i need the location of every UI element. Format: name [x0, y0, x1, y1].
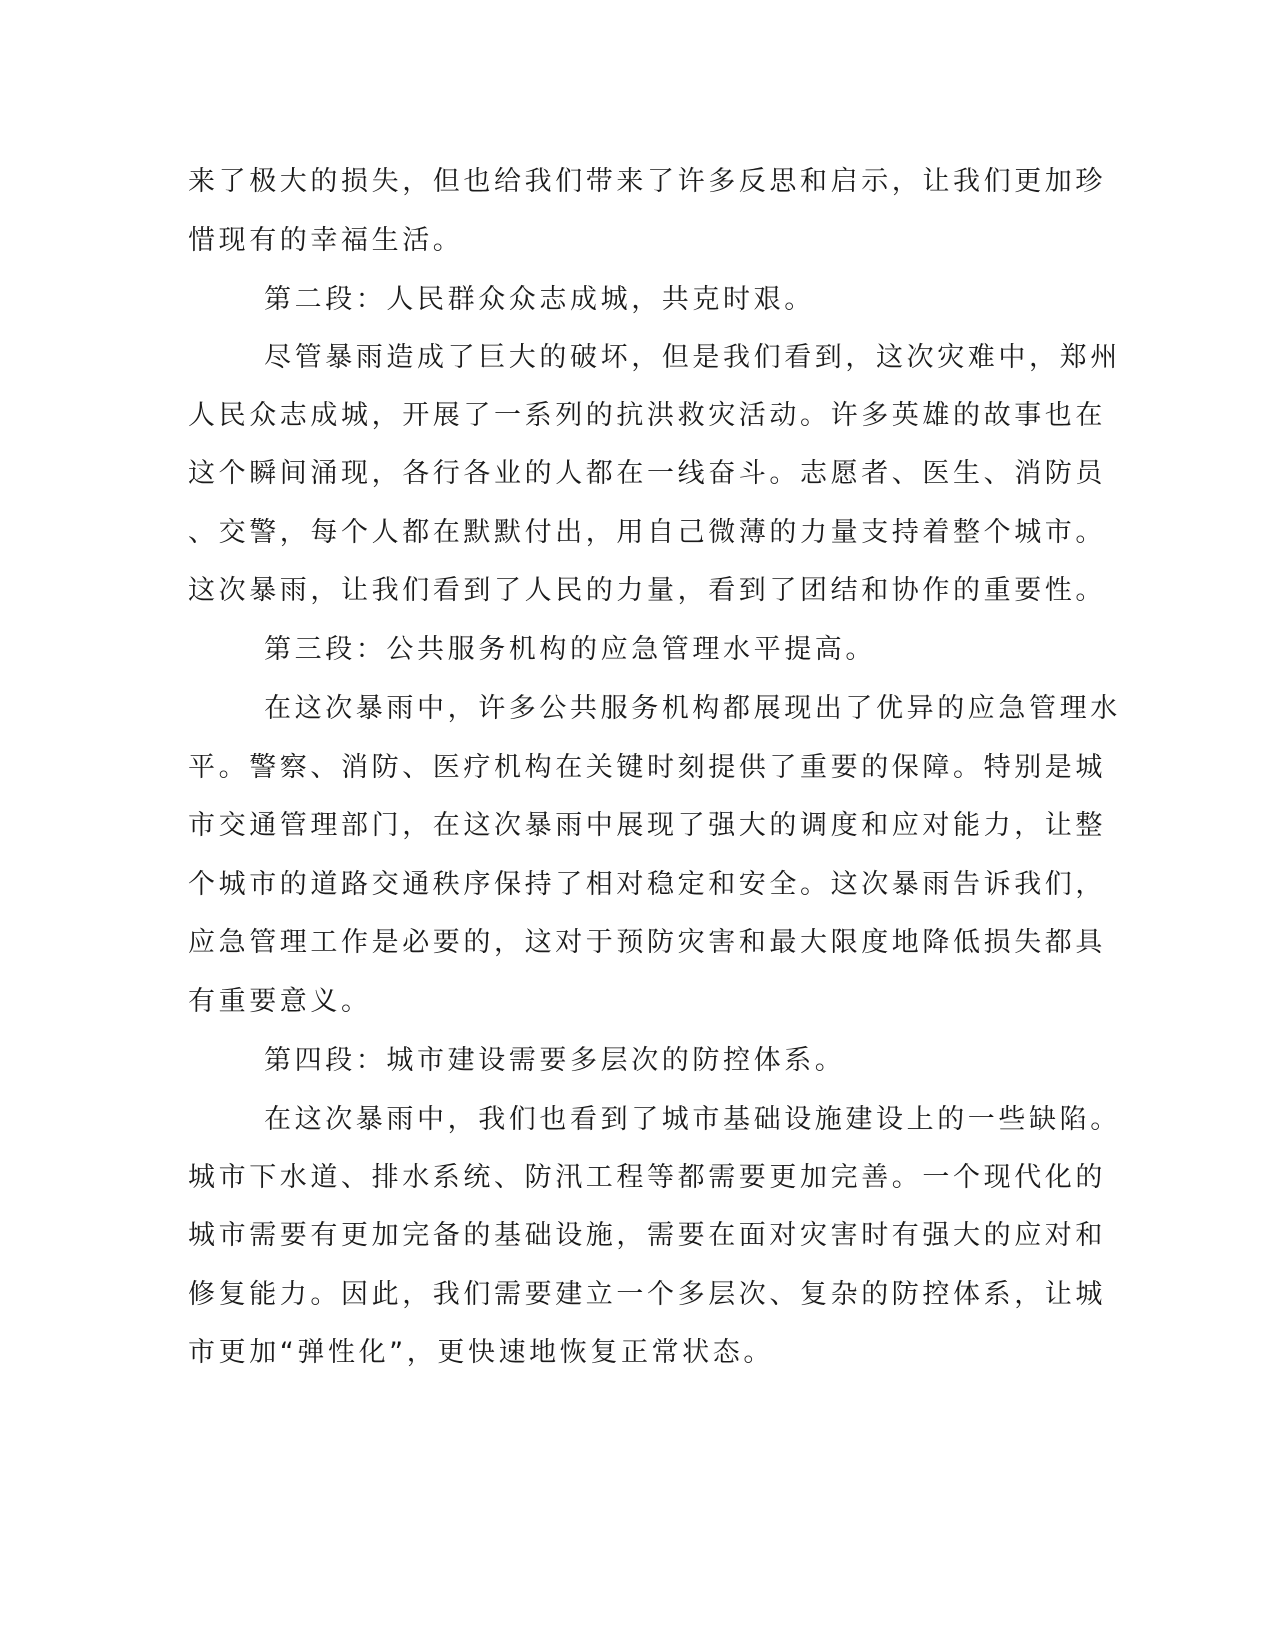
text-line: 惜现有的幸福生活。: [188, 225, 464, 256]
text-line: 市交通管理部门，在这次暴雨中展现了强大的调度和应对能力，让整: [188, 810, 1106, 841]
text-line: 来了极大的损失，但也给我们带来了许多反思和启示，让我们更加珍: [188, 166, 1106, 197]
paragraph-first-line: 在这次暴雨中，许多公共服务机构都展现出了优异的应急管理水: [264, 693, 1121, 724]
text-line: 市更加“弹性化”，更快速地恢复正常状态。: [188, 1337, 774, 1368]
section-heading: 第三段：公共服务机构的应急管理水平提高。: [264, 634, 876, 665]
section-heading: 第四段：城市建设需要多层次的防控体系。: [264, 1045, 846, 1076]
text-line: 应急管理工作是必要的，这对于预防灾害和最大限度地降低损失都具: [188, 927, 1106, 958]
section-heading: 第二段：人民群众众志成城，共克时艰。: [264, 284, 815, 315]
text-line: 、交警，每个人都在默默付出，用自己微薄的力量支持着整个城市。: [188, 517, 1106, 548]
paragraph-first-line: 在这次暴雨中，我们也看到了城市基础设施建设上的一些缺陷。: [264, 1104, 1121, 1135]
text-line: 这次暴雨，让我们看到了人民的力量，看到了团结和协作的重要性。: [188, 575, 1106, 606]
text-line: 个城市的道路交通秩序保持了相对稳定和安全。这次暴雨告诉我们，: [188, 869, 1106, 900]
text-line: 修复能力。因此，我们需要建立一个多层次、复杂的防控体系，让城: [188, 1279, 1106, 1310]
text-line: 城市需要有更加完备的基础设施，需要在面对灾害时有强大的应对和: [188, 1220, 1106, 1251]
text-line: 平。警察、消防、医疗机构在关键时刻提供了重要的保障。特别是城: [188, 752, 1106, 783]
paragraph-first-line: 尽管暴雨造成了巨大的破坏，但是我们看到，这次灾难中，郑州: [264, 342, 1121, 373]
text-line: 人民众志成城，开展了一系列的抗洪救灾活动。许多英雄的故事也在: [188, 400, 1106, 431]
text-line: 城市下水道、排水系统、防汛工程等都需要更加完善。一个现代化的: [188, 1162, 1106, 1193]
text-line: 这个瞬间涌现，各行各业的人都在一线奋斗。志愿者、医生、消防员: [188, 458, 1106, 489]
text-line: 有重要意义。: [188, 986, 372, 1017]
